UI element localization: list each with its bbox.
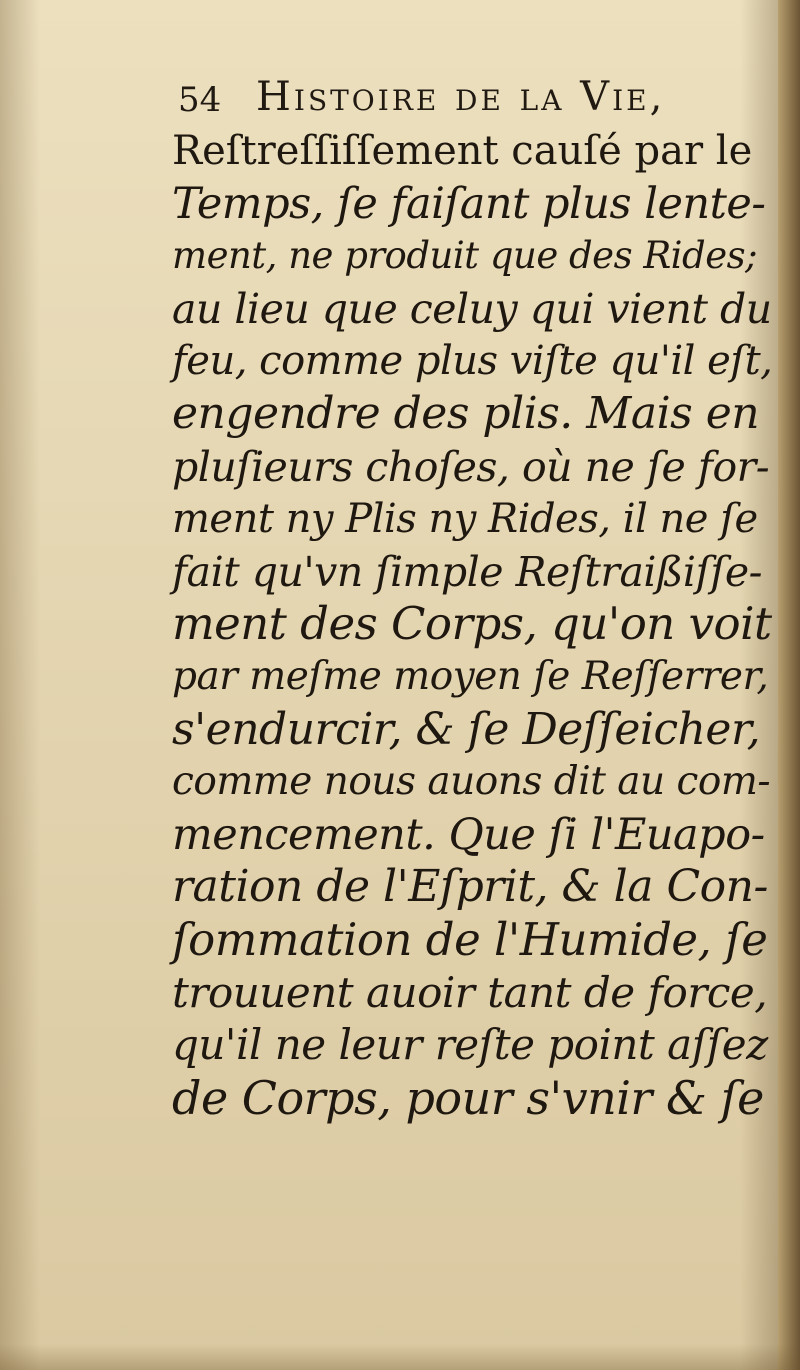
text-line-18: qu'il ne leur reſte point aſſez	[172, 1020, 768, 1070]
text-line-17: trouuent auoir tant de force,	[172, 967, 768, 1017]
text-line-14: mencement. Que ſi l'Euapo-	[172, 809, 765, 860]
text-line-9: fait qu'vn ſimple Reſtraißiſſe-	[172, 547, 762, 596]
text-line-3: ment, ne produit que des Rides;	[172, 234, 758, 278]
text-line-11: par meſme moyen ſe Reſſerrer,	[172, 653, 769, 699]
text-line-7: pluſieurs choſes, où ne ſe for-	[172, 442, 770, 491]
text-line-2: Temps, ſe faiſant plus lente-	[172, 178, 766, 229]
text-line-19: de Corps, pour s'vnir & ſe	[172, 1070, 764, 1125]
line-1-text: Reſtreſſiſſement cauſé par le	[172, 128, 753, 174]
text-line-1	[172, 125, 772, 178]
page-number: 54	[178, 80, 222, 120]
page-edge-shadow	[778, 0, 800, 1370]
text-line-12: s'endurcir, & ſe Deſſeicher,	[172, 703, 761, 755]
running-title: Histoire de la Vie,	[256, 74, 666, 120]
text-line-5: feu, comme plus viſte qu'il eſt,	[172, 338, 773, 385]
text-line-10: ment des Corps, qu'on voit	[172, 597, 772, 651]
page-header	[178, 70, 778, 120]
text-line-13: comme nous auons dit au com-	[172, 759, 771, 805]
text-line-15: ration de l'Eſprit, & la Con-	[172, 861, 768, 913]
text-line-8: ment ny Plis ny Rides, il ne ſe	[172, 496, 758, 543]
text-line-16: ſommation de l'Humide, ſe	[172, 912, 768, 966]
text-line-4: au lieu que celuy qui vient du	[172, 284, 772, 333]
text-block	[172, 125, 772, 1124]
text-line-6: engendre des plis. Mais en	[172, 387, 760, 439]
page-bottom-shadow	[0, 1344, 800, 1370]
